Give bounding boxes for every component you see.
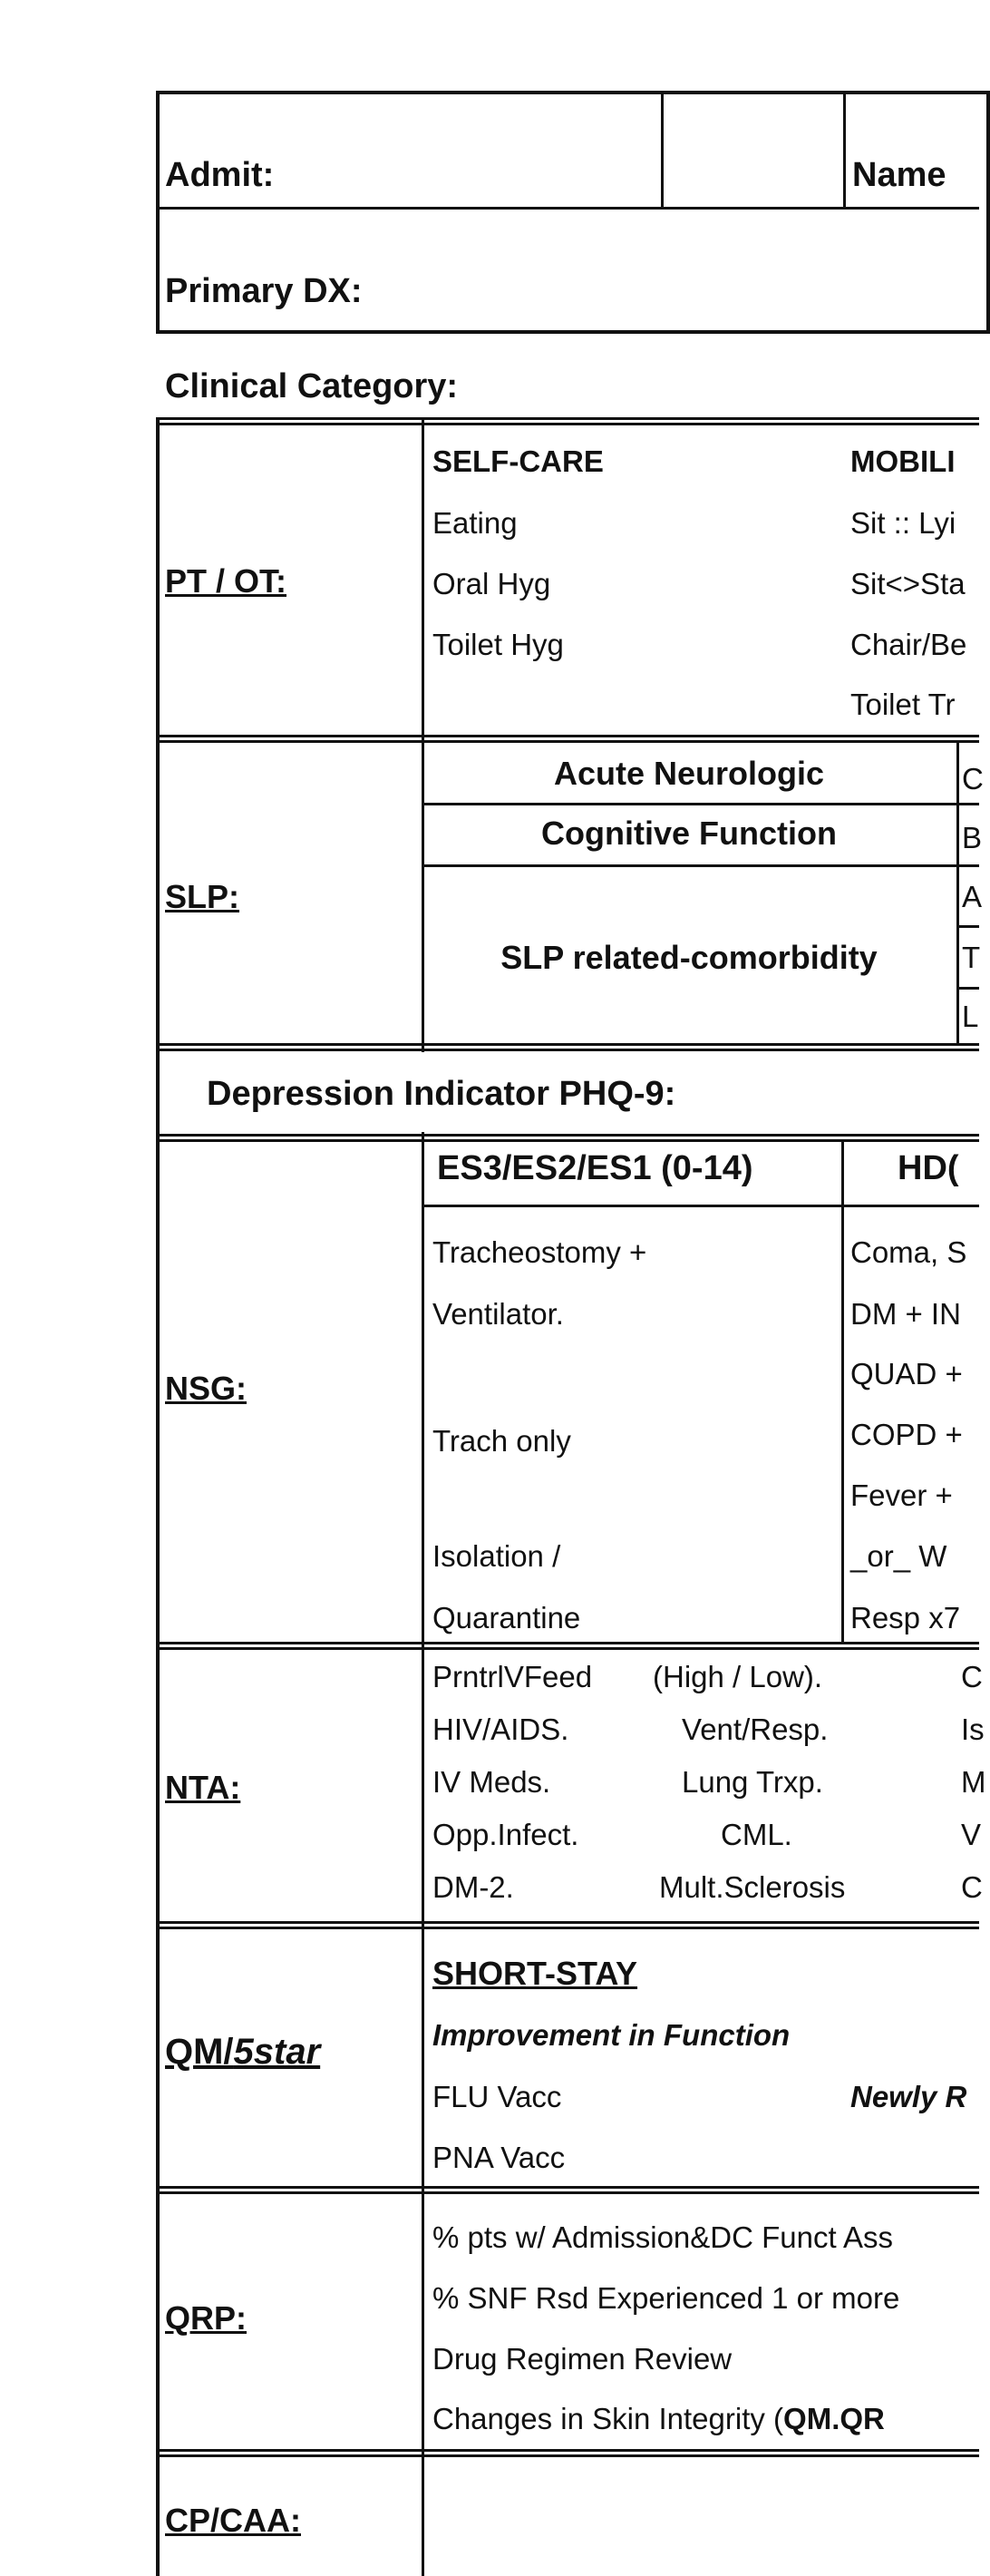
mobility-item: Sit<>Sta <box>850 567 966 600</box>
slp-right-cell: B <box>962 821 983 854</box>
nsg-col-divider <box>841 1141 844 1644</box>
selfcare-item: Eating <box>432 506 518 540</box>
nsg-col2-item: _or_ W <box>850 1539 947 1573</box>
nta-col1-item: IV Meds. <box>432 1765 551 1799</box>
qm-improvement: Improvement in Function <box>432 2018 791 2052</box>
row-sep-slp-dep <box>156 1043 979 1051</box>
pt-ot-label: PT / OT: <box>165 562 286 600</box>
row-sep-top <box>156 417 979 425</box>
nta-col2-item: Mult.Sclerosis <box>659 1870 846 1904</box>
mobility-title: MOBILI <box>850 444 956 478</box>
slp-right-cell: A <box>962 880 983 913</box>
slp-right-line-4 <box>956 987 979 990</box>
selfcare-title: SELF-CARE <box>432 444 604 478</box>
depression-indicator-label: Depression Indicator PHQ-9: <box>207 1075 676 1113</box>
row-sep-dep-nsg <box>156 1134 979 1142</box>
nsg-col2-header: HD( <box>898 1149 959 1187</box>
nta-col2-item: (High / Low). <box>653 1660 823 1693</box>
slp-row-cognitive-function: Cognitive Function <box>541 815 837 852</box>
qm-short-stay: SHORT-STAY <box>432 1955 638 1992</box>
selfcare-item: Oral Hyg <box>432 567 551 600</box>
nta-col2-item: Lung Trxp. <box>682 1765 823 1799</box>
slp-row-line-2 <box>422 864 979 867</box>
mobility-item: Chair/Be <box>850 628 967 661</box>
clinical-category-label: Clinical Category: <box>165 367 459 405</box>
header-col-divider-2 <box>843 91 846 209</box>
qm-label <box>165 2032 320 2073</box>
qm-label-italic: 5star <box>233 2032 321 2072</box>
nta-label: NTA: <box>165 1769 241 1806</box>
qrp-line: % pts w/ Admission&DC Funct Ass <box>432 2220 894 2254</box>
mobility-item: Toilet Tr <box>850 688 956 721</box>
header-divider <box>156 207 979 210</box>
row-sep-nsg-nta <box>156 1642 979 1650</box>
slp-col-divider <box>956 742 959 1045</box>
qrp-label: QRP: <box>165 2299 247 2337</box>
qm-newly: Newly R <box>850 2080 967 2113</box>
nsg-col2-item: Resp x7 <box>850 1601 961 1634</box>
row-sep-qrp-cp <box>156 2449 979 2457</box>
qm-label-plain: QM/ <box>165 2032 234 2072</box>
qm-pna-vacc: PNA Vacc <box>432 2141 566 2174</box>
nta-col3-item: V <box>961 1818 982 1851</box>
qrp-line: Drug Regimen Review <box>432 2342 733 2376</box>
nta-col1-item: Opp.Infect. <box>432 1818 579 1851</box>
mobility-item: Sit :: Lyi <box>850 506 956 540</box>
row-sep-qm-qrp <box>156 2186 979 2194</box>
nsg-col1-header: ES3/ES2/ES1 (0-14) <box>437 1149 753 1187</box>
slp-row-line-1 <box>422 803 979 805</box>
slp-right-cell: L <box>962 1000 979 1033</box>
nta-col3-item: Is <box>961 1712 985 1746</box>
admit-label: Admit: <box>165 156 275 194</box>
nsg-col2-item: Fever + <box>850 1478 953 1512</box>
slp-row-acute-neurologic: Acute Neurologic <box>553 755 825 792</box>
nsg-col1-item: Trach only <box>432 1424 571 1458</box>
slp-label: SLP: <box>165 878 240 915</box>
nsg-col1-item: Quarantine <box>432 1601 581 1634</box>
qrp-skin-bold: QM.QR <box>783 2402 885 2435</box>
nta-col3-item: C <box>961 1870 983 1904</box>
nsg-col2-item: Coma, S <box>850 1235 967 1269</box>
nsg-col2-item: QUAD + <box>850 1357 963 1390</box>
cp-caa-label: CP/CAA: <box>165 2502 301 2539</box>
nta-col2-item: CML. <box>721 1818 792 1851</box>
primary-dx-label: Primary DX: <box>165 272 363 310</box>
slp-right-line-3 <box>956 925 979 928</box>
nta-col1-item: DM-2. <box>432 1870 514 1904</box>
header-col-divider-1 <box>661 91 664 209</box>
nsg-col2-item: DM + IN <box>850 1297 961 1331</box>
nsg-col1-item: Tracheostomy + <box>432 1235 647 1269</box>
nsg-label: NSG: <box>165 1370 247 1407</box>
name-label: Name <box>852 156 946 194</box>
nta-col1-item: HIV/AIDS. <box>432 1712 569 1746</box>
qrp-line: % SNF Rsd Experienced 1 or more <box>432 2281 900 2315</box>
qrp-skin-line <box>432 2402 885 2436</box>
qm-flu-vacc: FLU Vacc <box>432 2080 562 2113</box>
slp-row-comorbidity: SLP related-comorbidity <box>500 939 878 976</box>
slp-right-cell: T <box>962 941 981 974</box>
nsg-col1-item: Isolation / <box>432 1539 561 1573</box>
row-sep-ptot-slp <box>156 735 979 743</box>
nsg-col1-item: Ventilator. <box>432 1297 564 1331</box>
nta-col3-item: C <box>961 1660 983 1693</box>
qrp-skin-plain: Changes in Skin Integrity ( <box>432 2402 784 2435</box>
nta-col3-item: M <box>961 1765 986 1799</box>
nsg-header-line <box>422 1205 979 1207</box>
selfcare-item: Toilet Hyg <box>432 628 564 661</box>
slp-right-cell: C <box>962 762 984 795</box>
nta-col1-item: PrntrlVFeed <box>432 1660 593 1693</box>
nsg-col2-item: COPD + <box>850 1418 963 1451</box>
nta-col2-item: Vent/Resp. <box>682 1712 829 1746</box>
row-sep-nta-qm <box>156 1921 979 1929</box>
